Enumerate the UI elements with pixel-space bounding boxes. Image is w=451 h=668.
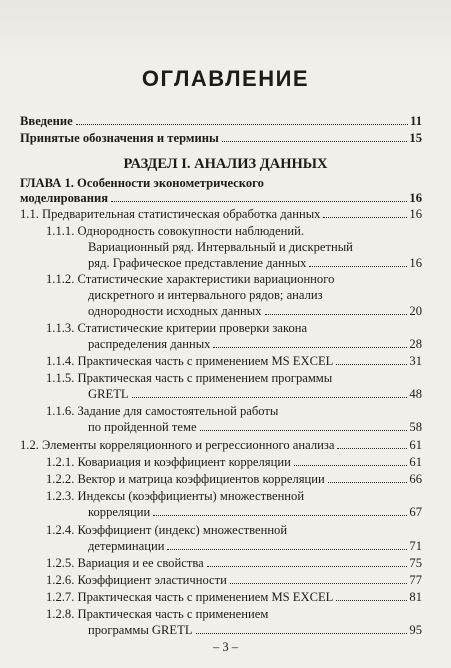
toc-entry-1-1-2: 1.1.2. Статистические характеристики вариационного (46, 272, 335, 286)
toc-entry-1-1-6-last: по пройденной теме 58 (88, 420, 422, 434)
page-number: – 3 – (213, 640, 238, 654)
toc-entry-1-1-1-last: ряд. Графическое представление данных 16 (88, 256, 422, 270)
toc-entry-1-2-4: 1.2.4. Коэффициент (индекс) множественной (46, 523, 288, 537)
toc-entry-1-2: 1.2. Элементы корреляционного и регрессионного анализа 61 (20, 438, 422, 452)
toc-entry-1-1-2-last: однородности исходных данных 20 (88, 304, 422, 318)
toc-title: ОГЛАВЛЕНИЕ (141, 66, 310, 91)
toc-entry-1-2-8: 1.2.8. Практическая часть с применением (46, 607, 269, 621)
toc-entry-1-2-6: 1.2.6. Коэффициент эластичности 77 (46, 573, 422, 587)
toc-entry-1-2-1: 1.2.1. Ковариация и коэффициент корреляции 61 (46, 455, 422, 469)
toc-entry-1-2-4-last: детерминации 71 (88, 539, 422, 553)
section-heading: РАЗДЕЛ I. АНАЛИЗ ДАННЫХ (123, 156, 328, 172)
toc-entry-1-2-5: 1.2.5. Вариация и ее свойства 75 (46, 556, 422, 570)
toc-entry-1-2-3: 1.2.3. Индексы (коэффициенты) множественной (46, 489, 305, 503)
bleed-through-text (0, 0, 451, 58)
toc-entry-1-2-7: 1.2.7. Практическая часть с применением MS EXCEL 81 (46, 590, 422, 604)
toc-entry-1-1-6: 1.1.6. Задание для самостоятельной работы (46, 404, 279, 418)
chapter-heading-cont: моделирования 16 (20, 191, 422, 205)
chapter-heading: ГЛАВА 1. Особенности эконометрического (20, 176, 264, 190)
toc-entry-1-1-3: 1.1.3. Статистические критерии проверки закона (46, 321, 308, 335)
toc-entry-1-1-5-last: GRETL 48 (88, 387, 422, 401)
toc-entry-1-1-1: 1.1.1. Однородность совокупности наблюдений. (46, 224, 305, 238)
toc-entry-notation: Принятые обозначения и термины 15 (20, 131, 422, 145)
toc-entry-1-1-3-last: распределения данных 28 (88, 337, 422, 351)
toc-entry-1-1-5: 1.1.5. Практическая часть с применением программы (46, 371, 333, 385)
toc-entry-1-2-3-last: корреляции 67 (88, 505, 422, 519)
toc-entry-1-1-4: 1.1.4. Практическая часть с применением MS EXCEL 31 (46, 354, 422, 368)
toc-entry-1-1: 1.1. Предварительная статистическая обработка данных 16 (20, 207, 422, 221)
toc-entry-1-2-2: 1.2.2. Вектор и матрица коэффициентов корреляции 66 (46, 472, 422, 486)
toc-entry-1-2-8-last: программы GRETL 95 (88, 623, 422, 637)
toc-entry-introduction: Введение 11 (20, 114, 422, 128)
toc-entry-1-1-2-cont: дискретного и интервального рядов; анализ (88, 288, 323, 302)
toc-entry-1-1-1-cont: Вариационный ряд. Интервальный и дискретный (88, 240, 353, 254)
